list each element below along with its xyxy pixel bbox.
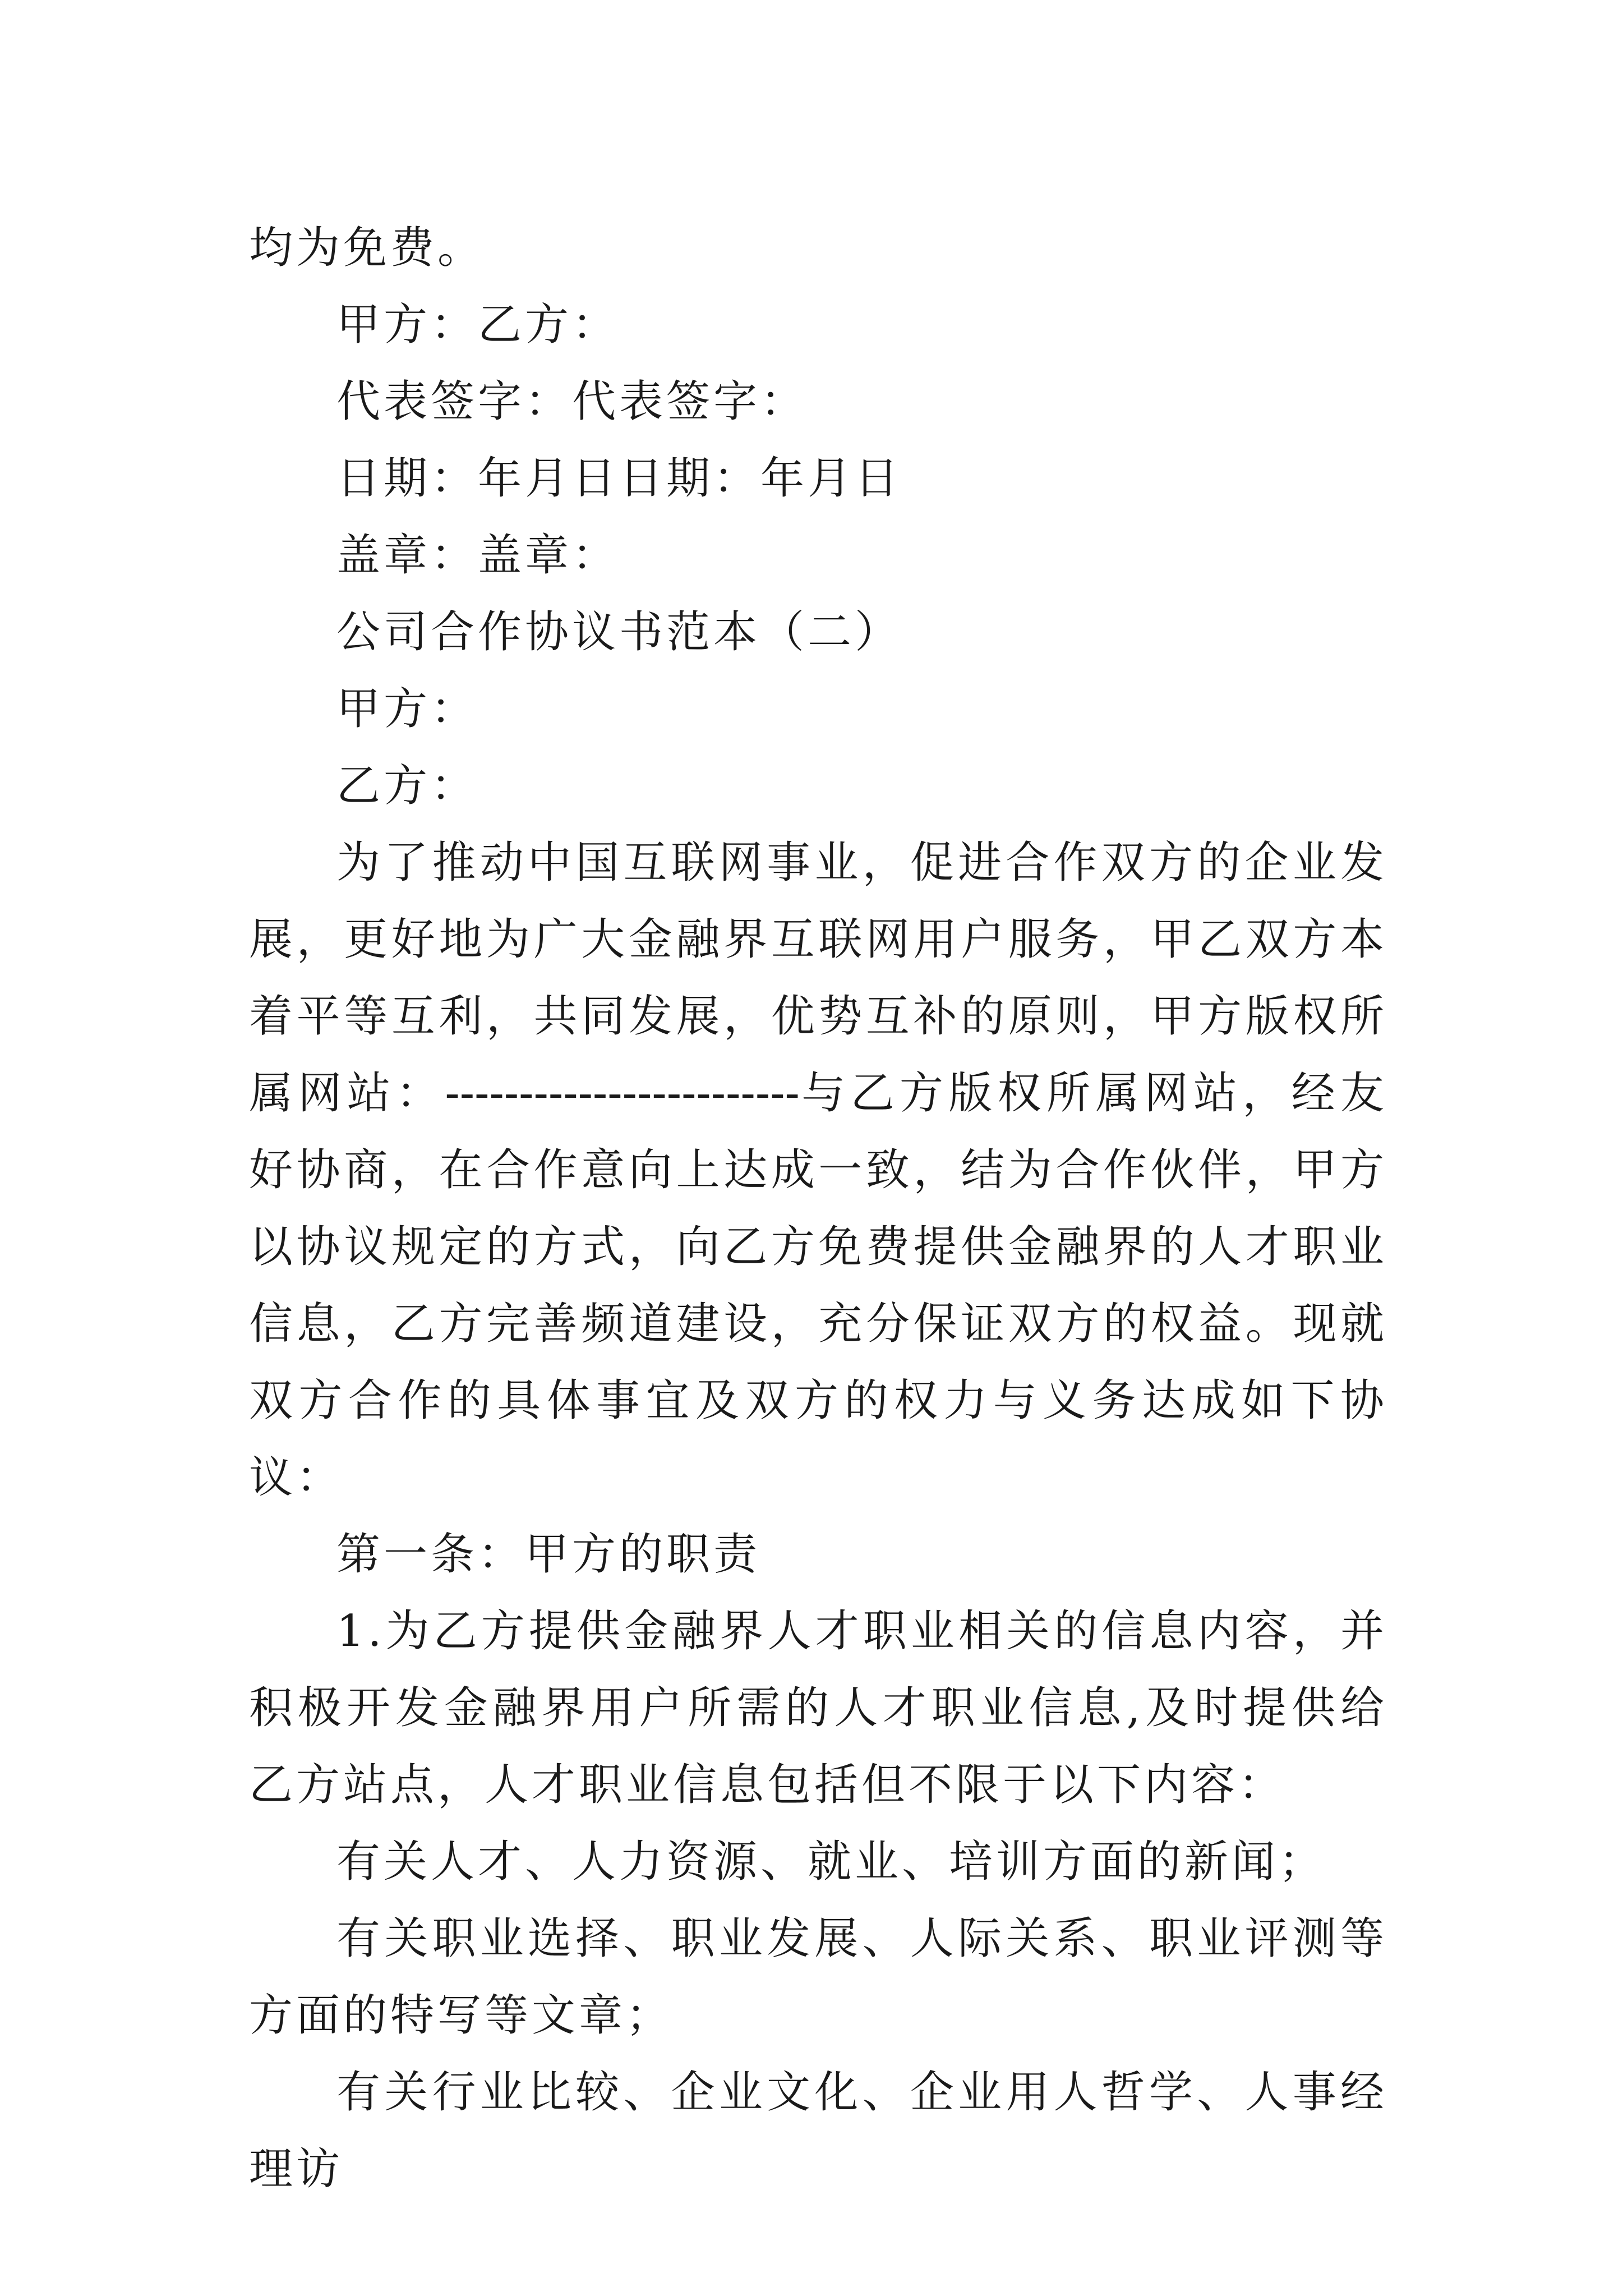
item-features: 有关职业选择、职业发展、人际关系、职业评测等方面的特写等文章； [249,1913,1387,2041]
line-party-a: 甲方： [336,684,478,734]
line-seals: 盖章：盖章： [336,530,620,581]
line-parties: 甲方：乙方： [336,300,620,350]
intro-part-1: 为了推动中国互联网事业，促进合作双方的企业发展，更好地为广大金融界互联网用户服务，甲乙双方本着平等互利，共同发展，优势互补的原则，甲方版权所属网站： [249,838,1387,1119]
article-1-title: 第一条：甲方的职责 [336,1529,761,1580]
line-party-b: 乙方： [336,761,478,811]
line-signatures: 代表签字：代表签字： [336,376,808,427]
section-title: 公司合作协议书范本（二） [336,607,902,657]
item-interviews: 有关行业比较、企业文化、企业用人哲学、人事经理访 [249,2067,1387,2194]
paragraph-intro [249,825,1387,1516]
document-body [249,210,1387,2208]
line-dates: 日期：年月日日期：年月日 [336,453,902,504]
item-news: 有关人才、人力资源、就业、培训方面的新闻； [336,1837,1326,1887]
intro-dashes: ------------------------ [445,1068,800,1119]
line-free: 均为免费。 [249,223,485,273]
intro-part-2: 与乙方版权所属网站，经友好协商，在合作意向上达成一致，结为合作伙伴，甲方以协议规定的方式，向乙方免费提供金融界的人才职业信息，乙方完善频道建设，充分保证双方的权益。现就双方合作的具体事宜及双方的权力与义务达成如下协议： [249,1068,1387,1503]
item-1: 1.为乙方提供金融界人才职业相关的信息内容，并积极开发金融界用户所需的人才职业信息,及时提供给乙方站点，人才职业信息包括但不限于以下内容： [249,1606,1387,1810]
